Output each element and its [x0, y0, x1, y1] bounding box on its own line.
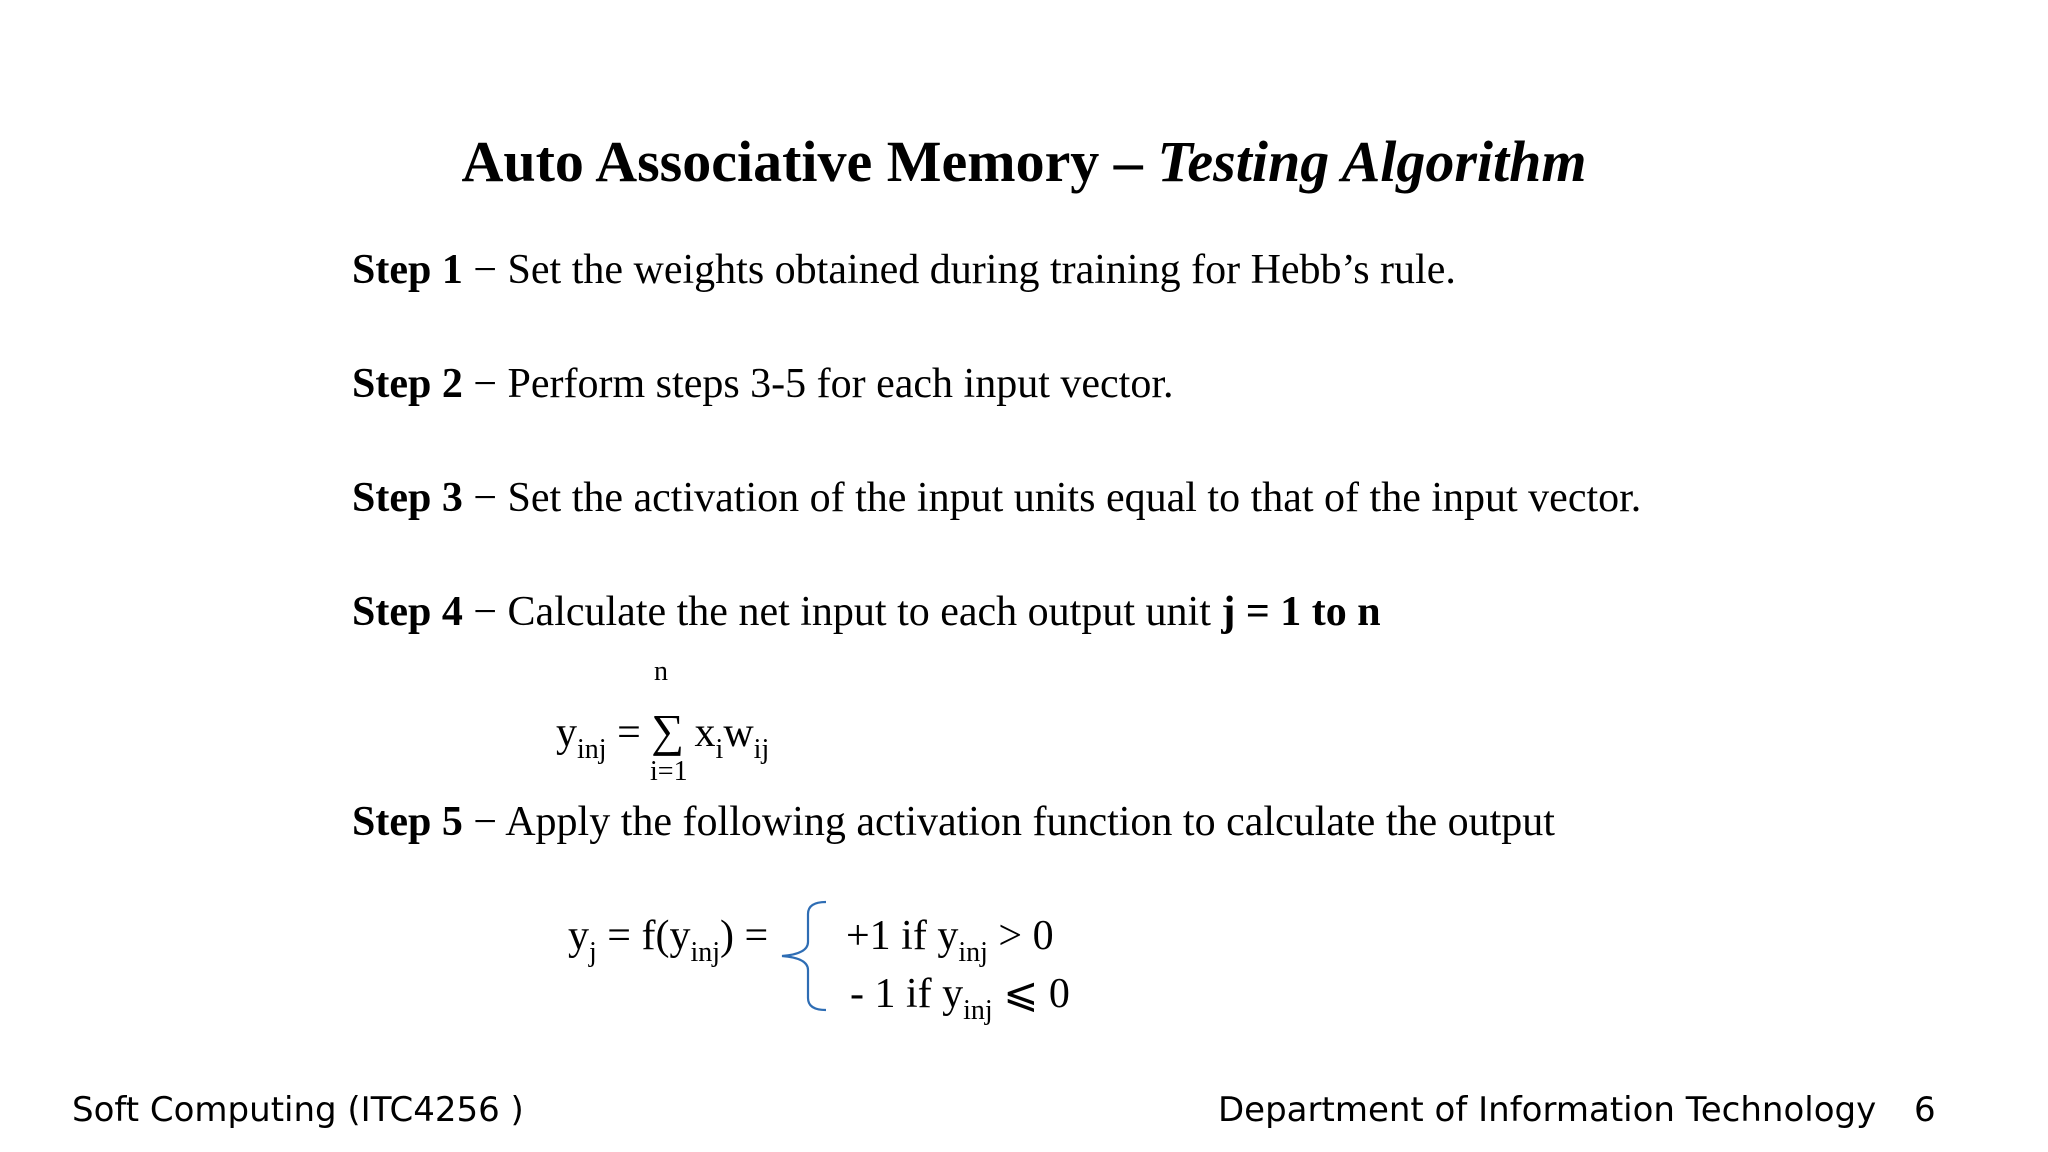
- activation-mid-end: ) =: [720, 913, 769, 959]
- w-sub: ij: [753, 734, 770, 765]
- footer-department: Department of Information Technology: [1218, 1090, 1877, 1130]
- w-term: w: [723, 710, 754, 756]
- slide-title: [0, 128, 2048, 195]
- step-1-label: Step 1: [352, 247, 463, 293]
- step-5-label: Step 5: [352, 799, 463, 845]
- step-3: [352, 474, 1641, 522]
- activation-lhs: y: [568, 913, 589, 959]
- step-2-text: − Perform steps 3-5 for each input vector.: [462, 361, 1174, 407]
- activation-formula-lhs: [568, 912, 769, 968]
- title-italic: Testing Algorithm: [1157, 129, 1587, 194]
- activation-mid: = f(y: [596, 913, 691, 959]
- case2-sub: inj: [963, 995, 993, 1026]
- footer-course: Soft Computing (ITC4256 ): [72, 1090, 524, 1130]
- footer-page-number: 6: [1914, 1090, 1936, 1130]
- title-main: Auto Associative Memory –: [461, 129, 1158, 194]
- step-4: [352, 588, 1381, 636]
- net-input-equals: =: [606, 710, 652, 756]
- step-1-text: − Set the weights obtained during training for Hebb’s rule.: [462, 247, 1456, 293]
- step-2: [352, 360, 1174, 408]
- step-2-label: Step 2: [352, 361, 463, 407]
- brace-path: [782, 902, 826, 1010]
- case2-suffix: ⩽ 0: [992, 971, 1070, 1017]
- net-input-lhs: y: [556, 710, 577, 756]
- sum-upper-limit: n: [654, 656, 668, 687]
- case1-suffix: > 0: [987, 913, 1054, 959]
- left-brace-icon: [778, 898, 828, 1014]
- x-sub: i: [715, 734, 724, 765]
- step-4-text: − Calculate the net input to each output unit: [462, 589, 1222, 635]
- step-1: [352, 246, 1456, 294]
- step-4-label: Step 4: [352, 589, 463, 635]
- case2-prefix: - 1 if y: [850, 971, 964, 1017]
- step-5: [352, 798, 1555, 846]
- sum-lower-limit: i=1: [650, 756, 688, 787]
- step-3-label: Step 3: [352, 475, 463, 521]
- net-input-formula: [556, 704, 770, 765]
- sigma-symbol: ∑: [651, 705, 685, 756]
- step-4-range: j = 1 to n: [1221, 589, 1381, 635]
- net-input-lhs-sub: inj: [577, 734, 607, 765]
- activation-lhs-sub: j: [589, 937, 597, 968]
- case1-prefix: +1 if y: [846, 913, 959, 959]
- step-5-text: − Apply the following activation function to calculate the output: [462, 799, 1555, 845]
- activation-case-positive: [846, 912, 1054, 968]
- activation-mid-sub: inj: [690, 937, 721, 968]
- case1-sub: inj: [958, 937, 988, 968]
- step-3-text: − Set the activation of the input units equal to that of the input vector.: [462, 475, 1642, 521]
- activation-case-negative: [850, 968, 1070, 1026]
- x-term: x: [684, 710, 716, 756]
